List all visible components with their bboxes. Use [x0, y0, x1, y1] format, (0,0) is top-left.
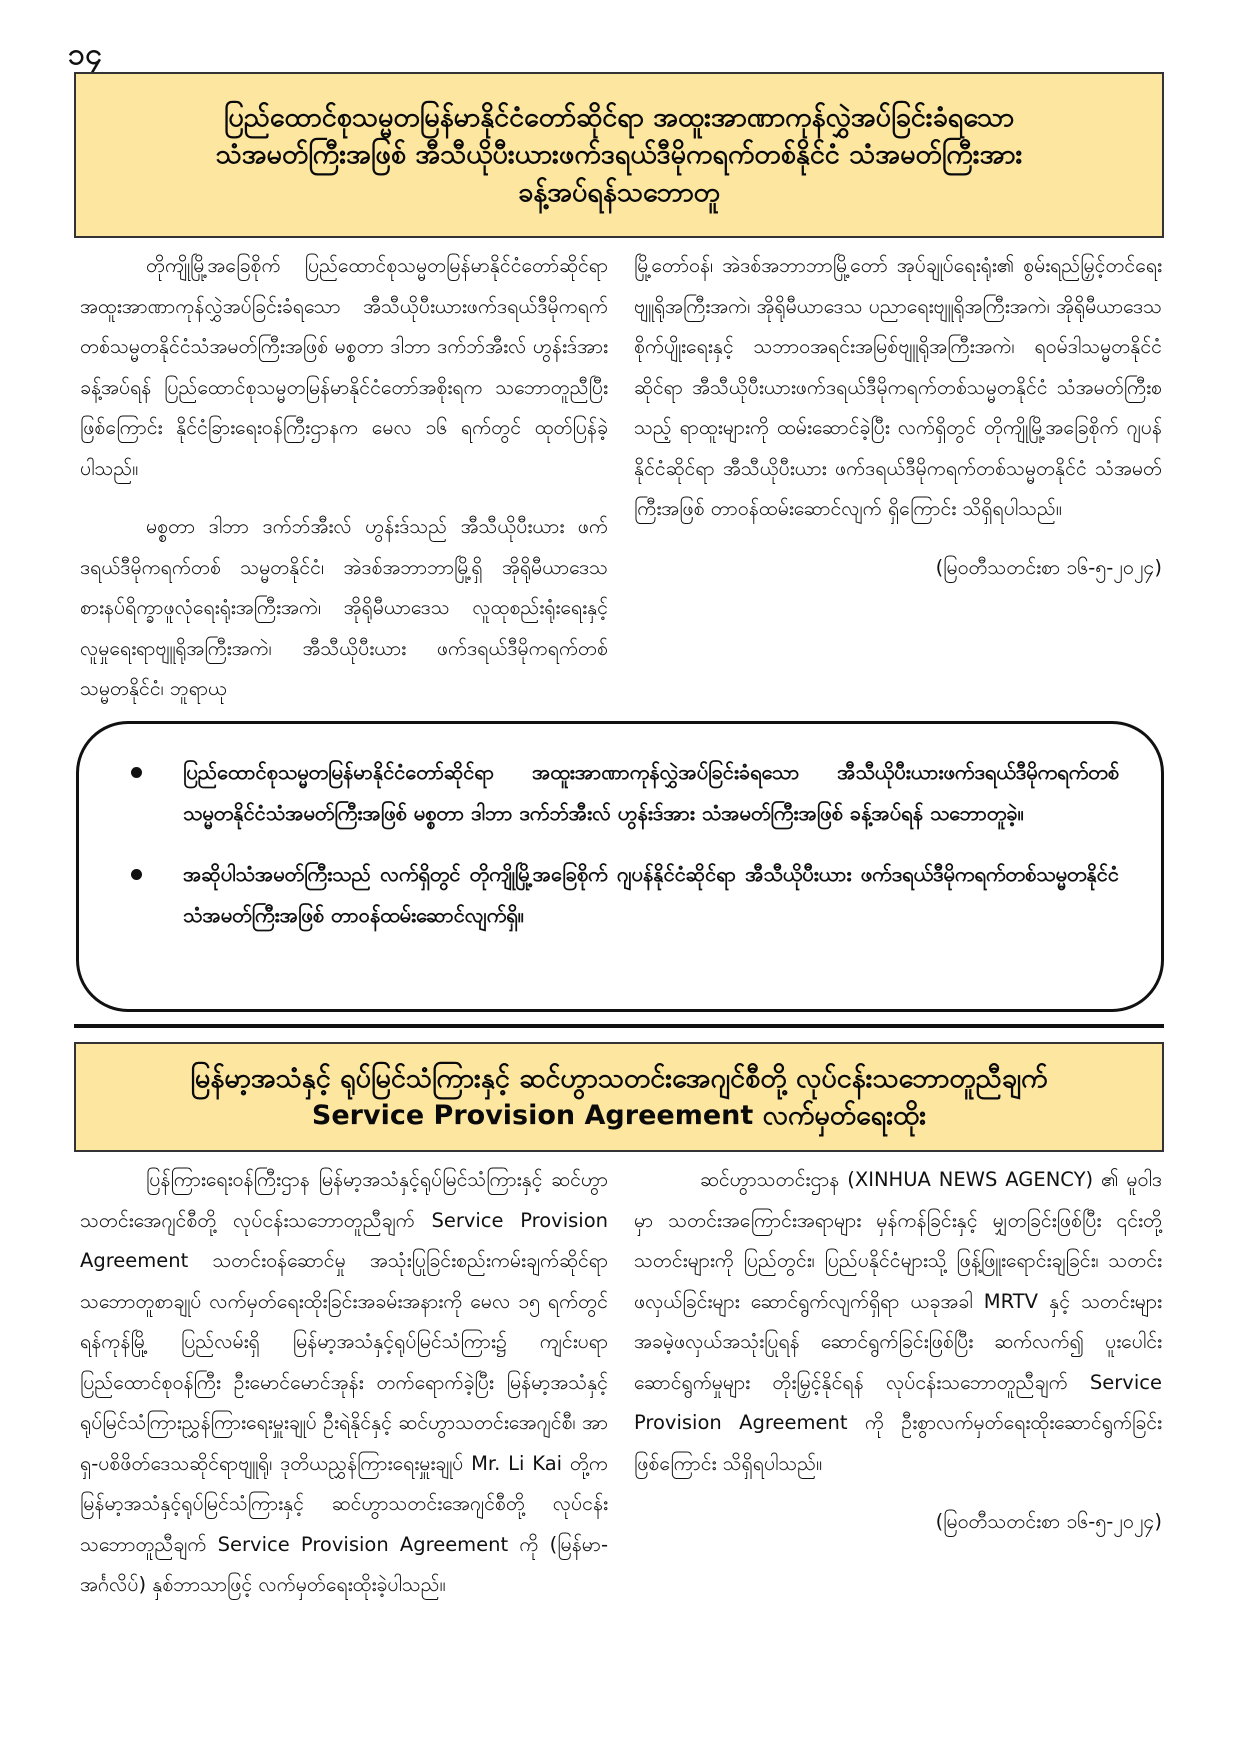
article1-paragraph: မြို့တော်ဝန်၊ အဲဒစ်အဘာဘာမြို့တော် အုပ်ချုပ်ရေးရုံး၏ စွမ်းရည်မြှင့်တင်ရေးဗျူရိုအကြီးအကဲ၊ အိုရိုမီယာဒေသ ပညာရေးဗျူရိုအကြီးအကဲ၊ အိုရိုမီယာဒေသ စိုက်ပျိုးရေးနှင့် သဘာဝအရင်းအမြစ်ဗျူရိုအကြီးအကဲ၊ ရဝမ်ဒါသမ္မတနိုင်ငံဆိုင်ရာ အီသီယိုပီးယားဖက်ဒရယ်ဒီမိုကရက်တစ်သမ္မတနိုင်ငံ သံအမတ်ကြီးစသည့် ရာထူးများကို ထမ်းဆောင်ခဲ့ပြီး လက်ရှိတွင် တိုကျိုမြို့အခြေစိုက် ဂျပန်နိုင်ငံဆိုင်ရာ အီသီယိုပီးယား ဖက်ဒရယ်ဒီမိုကရက်တစ်သမ္မတနိုင်ငံ သံအမတ်ကြီးအဖြစ် တာဝန်ထမ်းဆောင်လျက် ရှိကြောင်း သိရှိရပါသည်။	[634, 254, 1163, 520]
article1-paragraph: မစ္စတာ ဒါဘာ ဒက်ဘ်အီးလ် ဟွန်းဒ်သည် အီသီယိုပီးယား ဖက်ဒရယ်ဒီမိုကရက်တစ် သမ္မတနိုင်ငံ၊ အဲဒစ်အဘာဘာမြို့ရှိ အိုရိုမီယာဒေသ စားနပ်ရိက္ခာဖူလုံရေးရုံးအကြီးအကဲ၊ အိုရိုမီယာဒေသ လူထုစည်းရုံးရေးနှင့် လူမှုရေးရာဗျူရိုအကြီးအကဲ၊ အီသီယိုပီးယား ဖက်ဒရယ်ဒီမိုကရက်တစ်သမ္မတနိုင်ငံ၊ ဘူရာယု	[80, 515, 608, 700]
article1-headline-line: ခန့်အပ်ရန်သဘောတူ	[518, 176, 720, 208]
bullet-dot-icon	[131, 869, 142, 880]
summary-bullet-text: အဆိုပါသံအမတ်ကြီးသည် လက်ရှိတွင် တိုကျိုမြို့အခြေစိုက် ဂျပန်နိုင်ငံဆိုင်ရာ အီသီယိုပီးယား ဖက်ဒရယ်ဒီမိုကရက်တစ်သမ္မတနိုင်ငံ သံအမတ်ကြီးအဖြစ် တာဝန်ထမ်းဆောင်လျက်ရှိ။	[183, 862, 1119, 927]
article1-headline	[74, 72, 1164, 238]
summary-box	[76, 721, 1164, 1012]
summary-bullet	[131, 854, 1119, 936]
article2-left-column	[80, 1160, 608, 1624]
article1-left-column	[80, 246, 608, 728]
article2-paragraph: ဆင်ဟွာသတင်းဌာန (XINHUA NEWS AGENCY) ၏ မူဝါဒမှာ သတင်းအကြောင်းအရာများ မှန်ကန်ခြင်းနှင့် မျှတခြင်းဖြစ်ပြီး ၎င်းတို့သတင်းများကို ပြည်တွင်း၊ ပြည်ပနိုင်ငံများသို့ ဖြန့်ဖြူးရောင်းချခြင်း၊ သတင်းဖလှယ်ခြင်းများ ဆောင်ရွက်လျက်ရှိရာ ယခုအခါ MRTV နှင့် သတင်းများ အခမဲ့ဖလှယ်အသုံးပြုရန် ဆောင်ရွက်ခြင်းဖြစ်ပြီး ဆက်လက်၍ ပူးပေါင်းဆောင်ရွက်မှုများ တိုးမြှင့်နိုင်ရန် လုပ်ငန်းသဘောတူညီချက် Service Provision Agreement ကို ဦးစွာလက်မှတ်ရေးထိုးဆောင်ရွက်ခြင်းဖြစ်ကြောင်း သိရှိရပါသည်။	[634, 1168, 1162, 1475]
summary-list	[131, 752, 1119, 936]
summary-bullet-text: ပြည်ထောင်စုသမ္မတမြန်မာနိုင်ငံတော်ဆိုင်ရာ အထူးအာဏာကုန်လွှဲအပ်ခြင်းခံရသော အီသီယိုပီးယားဖက်ဒရယ်ဒီမိုကရက်တစ်သမ္မတနိုင်ငံသံအမတ်ကြီးအဖြစ် မစ္စတာ ဒါဘာ ဒက်ဘ်အီးလ် ဟွန်းဒ်အား သံအမတ်ကြီးအဖြစ် ခန့်အပ်ရန် သဘောတူခဲ့။	[183, 760, 1119, 825]
article1-headline-line: သံအမတ်ကြီးအဖြစ် အီသီယိုပီးယားဖက်ဒရယ်ဒီမိုကရက်တစ်နိုင်ငံ သံအမတ်ကြီးအား	[215, 139, 1023, 171]
article1-paragraph: တိုကျိုမြို့အခြေစိုက် ပြည်ထောင်စုသမ္မတမြန်မာနိုင်ငံတော်ဆိုင်ရာ အထူးအာဏာကုန်လွှဲအပ်ခြင်းခံရသော အီသီယိုပီးယားဖက်ဒရယ်ဒီမိုကရက်တစ်သမ္မတနိုင်ငံသံအမတ်ကြီးအဖြစ် မစ္စတာ ဒါဘာ ဒက်ဘ်အီးလ် ဟွန်းဒ်အား ခန့်အပ်ရန် ပြည်ထောင်စုသမ္မတမြန်မာနိုင်ငံတော်အစိုးရက သဘောတူညီပြီးဖြစ်ကြောင်း နိုင်ငံခြားရေးဝန်ကြီးဌာနက မေလ ၁၆ ရက်တွင် ထုတ်ပြန်ခဲ့ ပါသည်။	[80, 254, 608, 480]
article2-paragraph: ပြန်ကြားရေးဝန်ကြီးဌာန မြန်မာ့အသံနှင့်ရုပ်မြင်သံကြားနှင့် ဆင်ဟွာသတင်းအေဂျင်စီတို့ လုပ်ငန်းသဘောတူညီချက် Service Provision Agreement သတင်းဝန်ဆောင်မှု အသုံးပြုခြင်းစည်းကမ်းချက်ဆိုင်ရာသဘောတူစာချုပ် လက်မှတ်ရေးထိုးခြင်းအခမ်းအနားကို မေလ ၁၅ ရက်တွင် ရန်ကုန်မြို့ ပြည်လမ်းရှိ မြန်မာ့အသံနှင့်ရုပ်မြင်သံကြား၌ ကျင်းပရာ ပြည်ထောင်စုဝန်ကြီး ဦးမောင်မောင်အုန်း တက်ရောက်ခဲ့ပြီး မြန်မာ့အသံနှင့် ရုပ်မြင်သံကြားညွှန်ကြားရေးမှူးချုပ် ဦးရဲနိုင်နှင့် ဆင်ဟွာသတင်းအေဂျင်စီ၊ အာရှ-ပစိဖိတ်ဒေသဆိုင်ရာဗျူရို၊ ဒုတိယညွှန်ကြားရေးမှူးချုပ် Mr. Li Kai တို့က မြန်မာ့အသံနှင့်ရုပ်မြင်သံကြားနှင့် ဆင်ဟွာသတင်းအေဂျင်စီတို့ လုပ်ငန်းသဘောတူညီချက် Service Provision Agreement ကို (မြန်မာ-အင်္ဂလိပ်) နှစ်ဘာသာဖြင့် လက်မှတ်ရေးထိုးခဲ့ပါသည်။	[80, 1168, 608, 1596]
article2-headline-line: Service Provision Agreement လက်မှတ်ရေးထိုး	[311, 1100, 927, 1131]
article1-source: (မြဝတီသတင်းစာ ၁၆-၅-၂၀၂၄)	[935, 555, 1162, 579]
article2-headline	[74, 1042, 1164, 1152]
summary-bullet	[131, 752, 1119, 834]
page-number: ၁၄	[68, 37, 102, 72]
article2-right-column	[634, 1160, 1162, 1561]
article2-source: (မြဝတီသတင်းစာ ၁၆-၅-၂၀၂၄)	[935, 1510, 1162, 1533]
bullet-dot-icon	[131, 767, 142, 778]
section-divider	[74, 1024, 1164, 1028]
article2-headline-line: မြန်မာ့အသံနှင့် ရုပ်မြင်သံကြားနှင့် ဆင်ဟွာသတင်းအေဂျင်စီတို့ လုပ်ငန်းသဘောတူညီချက်	[190, 1062, 1048, 1094]
article1-headline-line: ပြည်ထောင်စုသမ္မတမြန်မာနိုင်ငံတော်ဆိုင်ရာ အထူးအာဏာကုန်လွှဲအပ်ခြင်းခံရသော	[223, 102, 1015, 134]
article1-right-column	[634, 246, 1162, 606]
